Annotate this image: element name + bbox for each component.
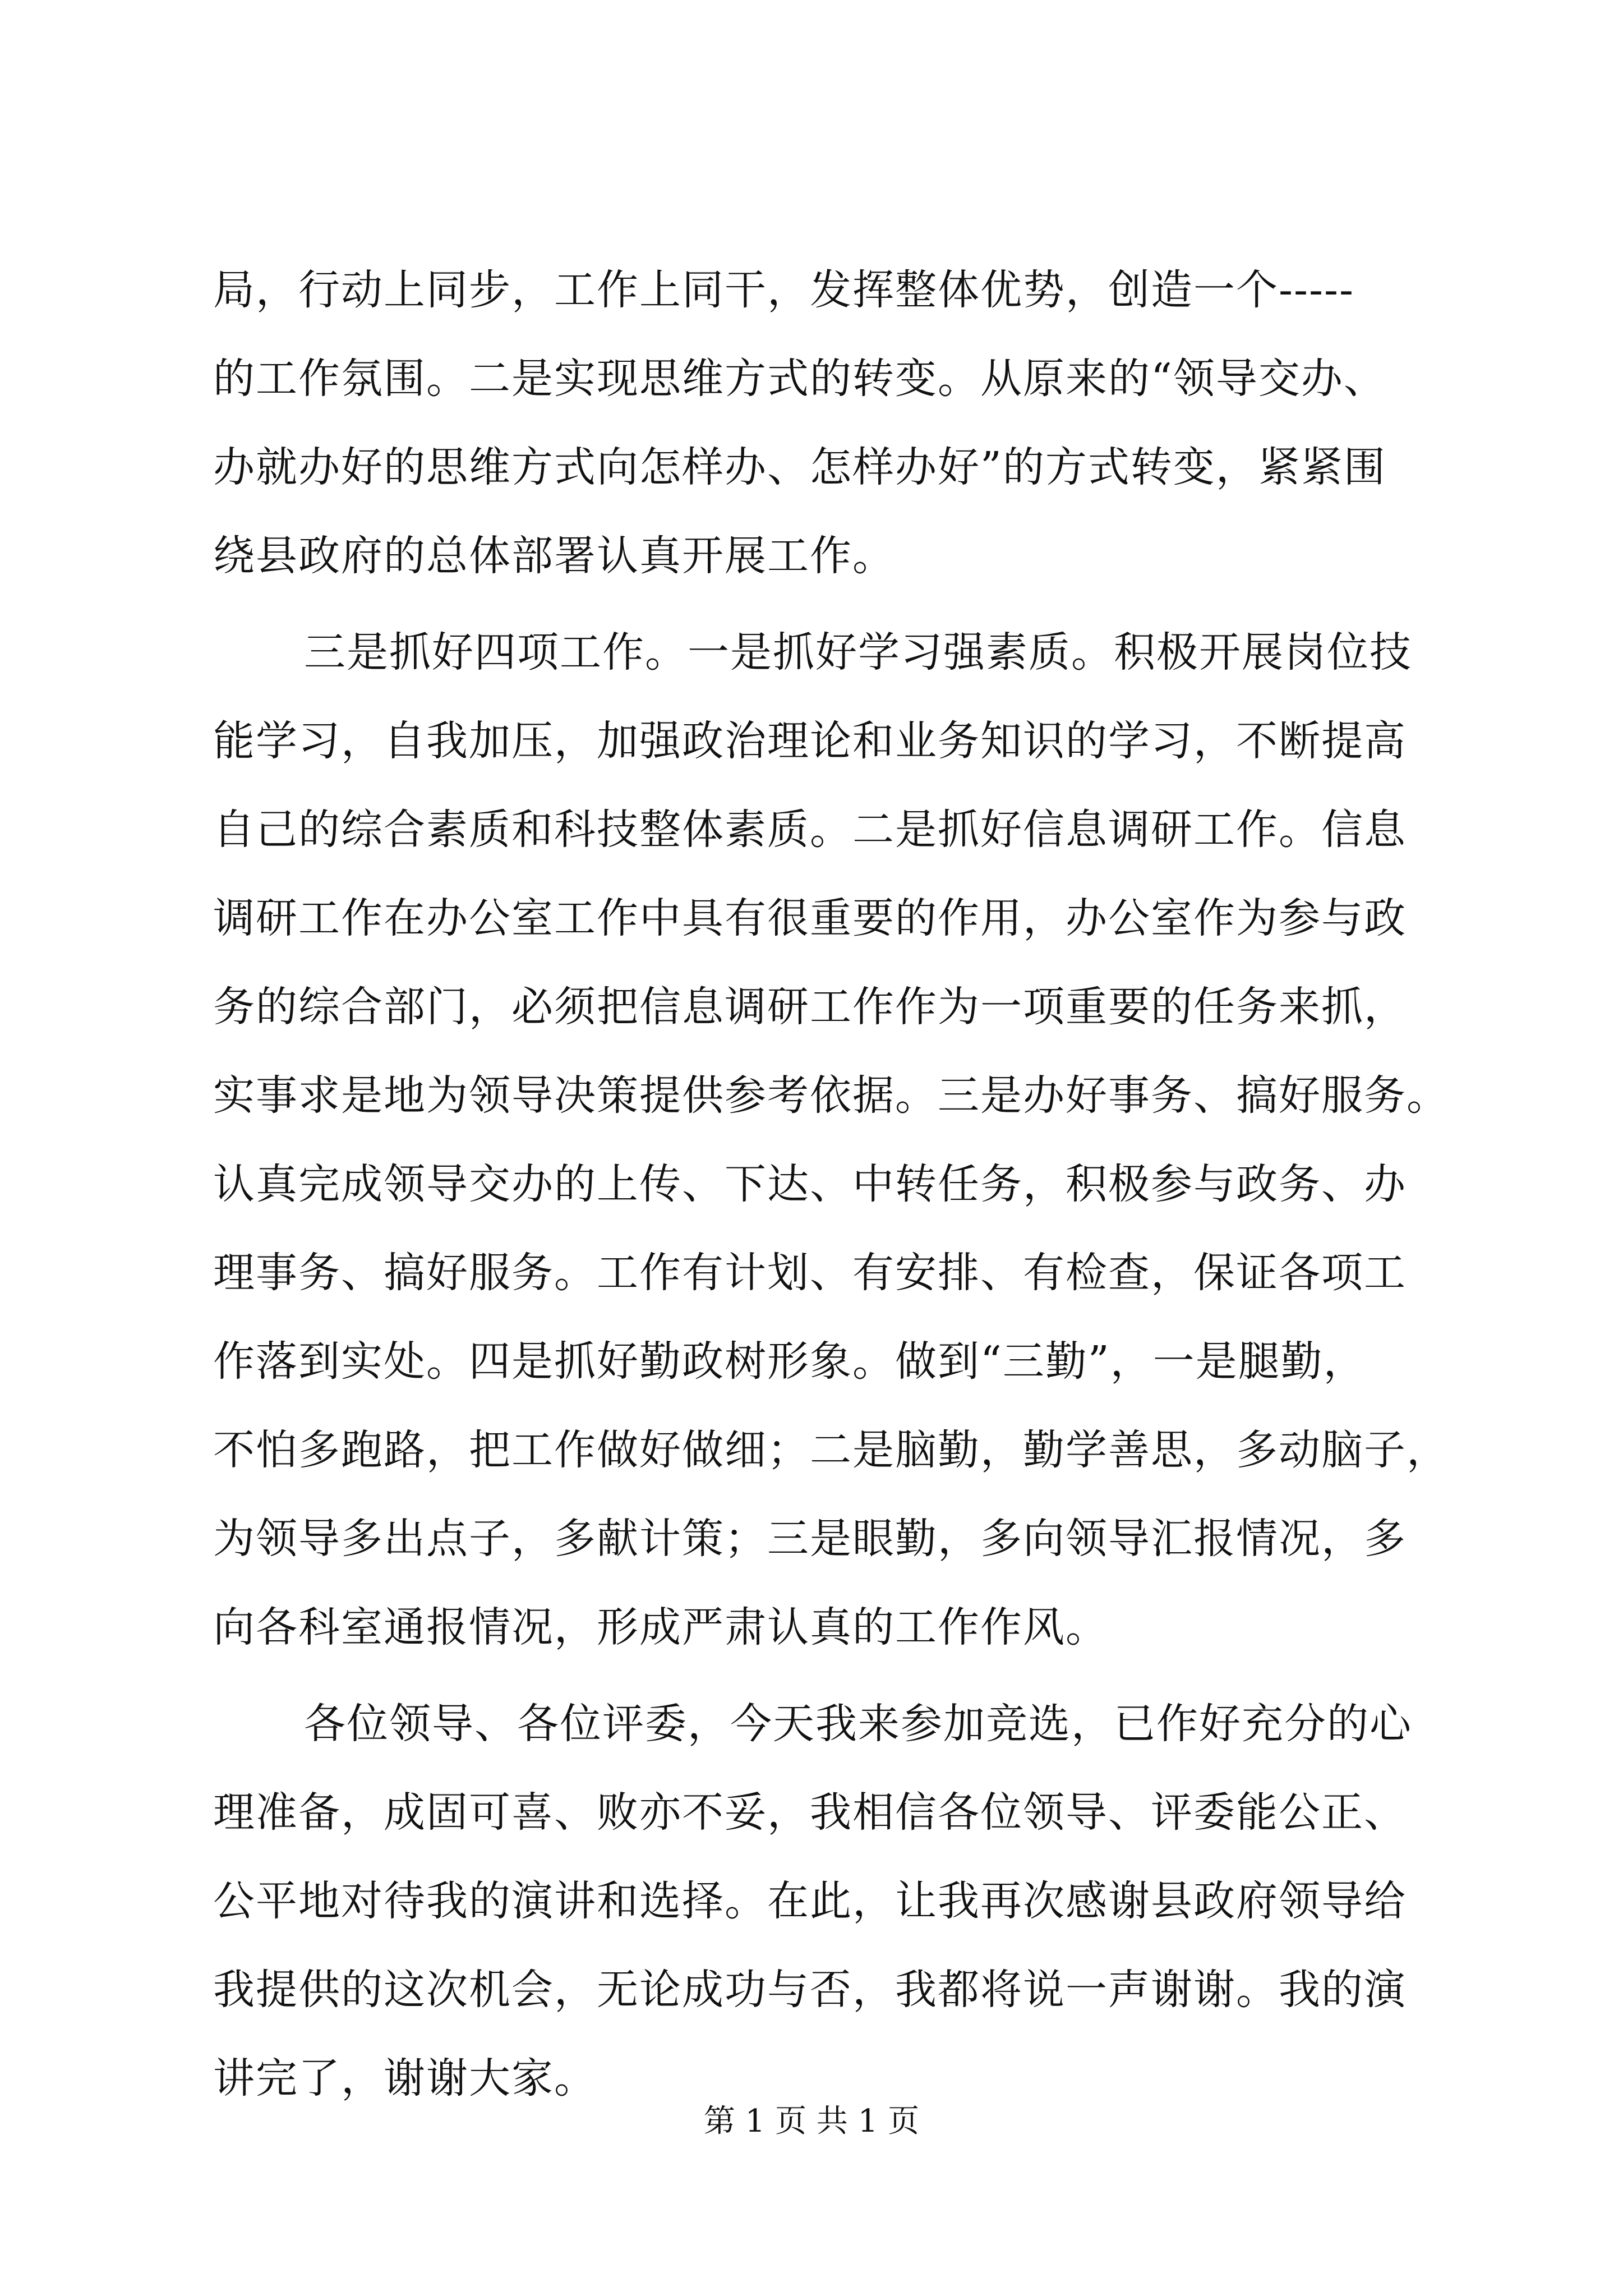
text-line: 的工作氛围。二是实现思维方式的转变。从原来的“领导交办、 <box>213 355 1386 403</box>
text-line: 办就办好的思维方式向怎样办、怎样办好”的方式转变，紧紧围 <box>213 443 1386 491</box>
text-line: 公平地对待我的演讲和选择。在此，让我再次感谢县政府领导给 <box>213 1877 1407 1925</box>
text-line: 理事务、搞好服务。工作有计划、有安排、有检查，保证各项工 <box>213 1249 1407 1297</box>
text-line: 理准备，成固可喜、败亦不妥，我相信各位领导、评委能公正、 <box>213 1788 1407 1837</box>
text-line: 实事求是地为领导决策提供参考依据。三是办好事务、搞好服务。 <box>213 1071 1449 1120</box>
text-line: 自己的综合素质和科技整体素质。二是抓好信息调研工作。信息 <box>213 806 1407 854</box>
text-line: 调研工作在办公室工作中具有很重要的作用，办公室作为参与政 <box>213 894 1407 942</box>
paragraph-first-line: 三是抓好四项工作。一是抓好学习强素质。积极开展岗位技 <box>304 628 1412 677</box>
text-line: 为领导多出点子，多献计策；三是眼勤，多向领导汇报情况，多 <box>213 1515 1407 1563</box>
text-line: 能学习，自我加压，加强政治理论和业务知识的学习，不断提高 <box>213 717 1407 765</box>
text-line: 认真完成领导交办的上传、下达、中转任务，积极参与政务、办 <box>213 1160 1407 1208</box>
text-line: 向各科室通报情况，形成严肃认真的工作作风。 <box>213 1603 1108 1651</box>
text-line: 绕县政府的总体部署认真开展工作。 <box>213 532 895 580</box>
paragraph-first-line: 各位领导、各位评委，今天我来参加竞选，已作好充分的心 <box>304 1700 1412 1748</box>
page-number-footer: 第 1 页 共 1 页 <box>703 2103 920 2139</box>
text-line: 不怕多跑路，把工作做好做细；二是脑勤，勤学善思，多动脑子， <box>213 1426 1449 1474</box>
text-line: 务的综合部门，必须把信息调研工作作为一项重要的任务来抓， <box>213 983 1407 1031</box>
text-line: 讲完了，谢谢大家。 <box>213 2054 597 2102</box>
text-line: 局，行动上同步，工作上同干，发挥整体优势，创造一个----- <box>213 266 1355 314</box>
text-line: 作落到实处。四是抓好勤政树形象。做到“三勤”，一是腿勤， <box>213 1337 1366 1386</box>
document-body <box>213 246 1449 2123</box>
text-line: 我提供的这次机会，无论成功与否，我都将说一声谢谢。我的演 <box>213 1966 1407 2014</box>
